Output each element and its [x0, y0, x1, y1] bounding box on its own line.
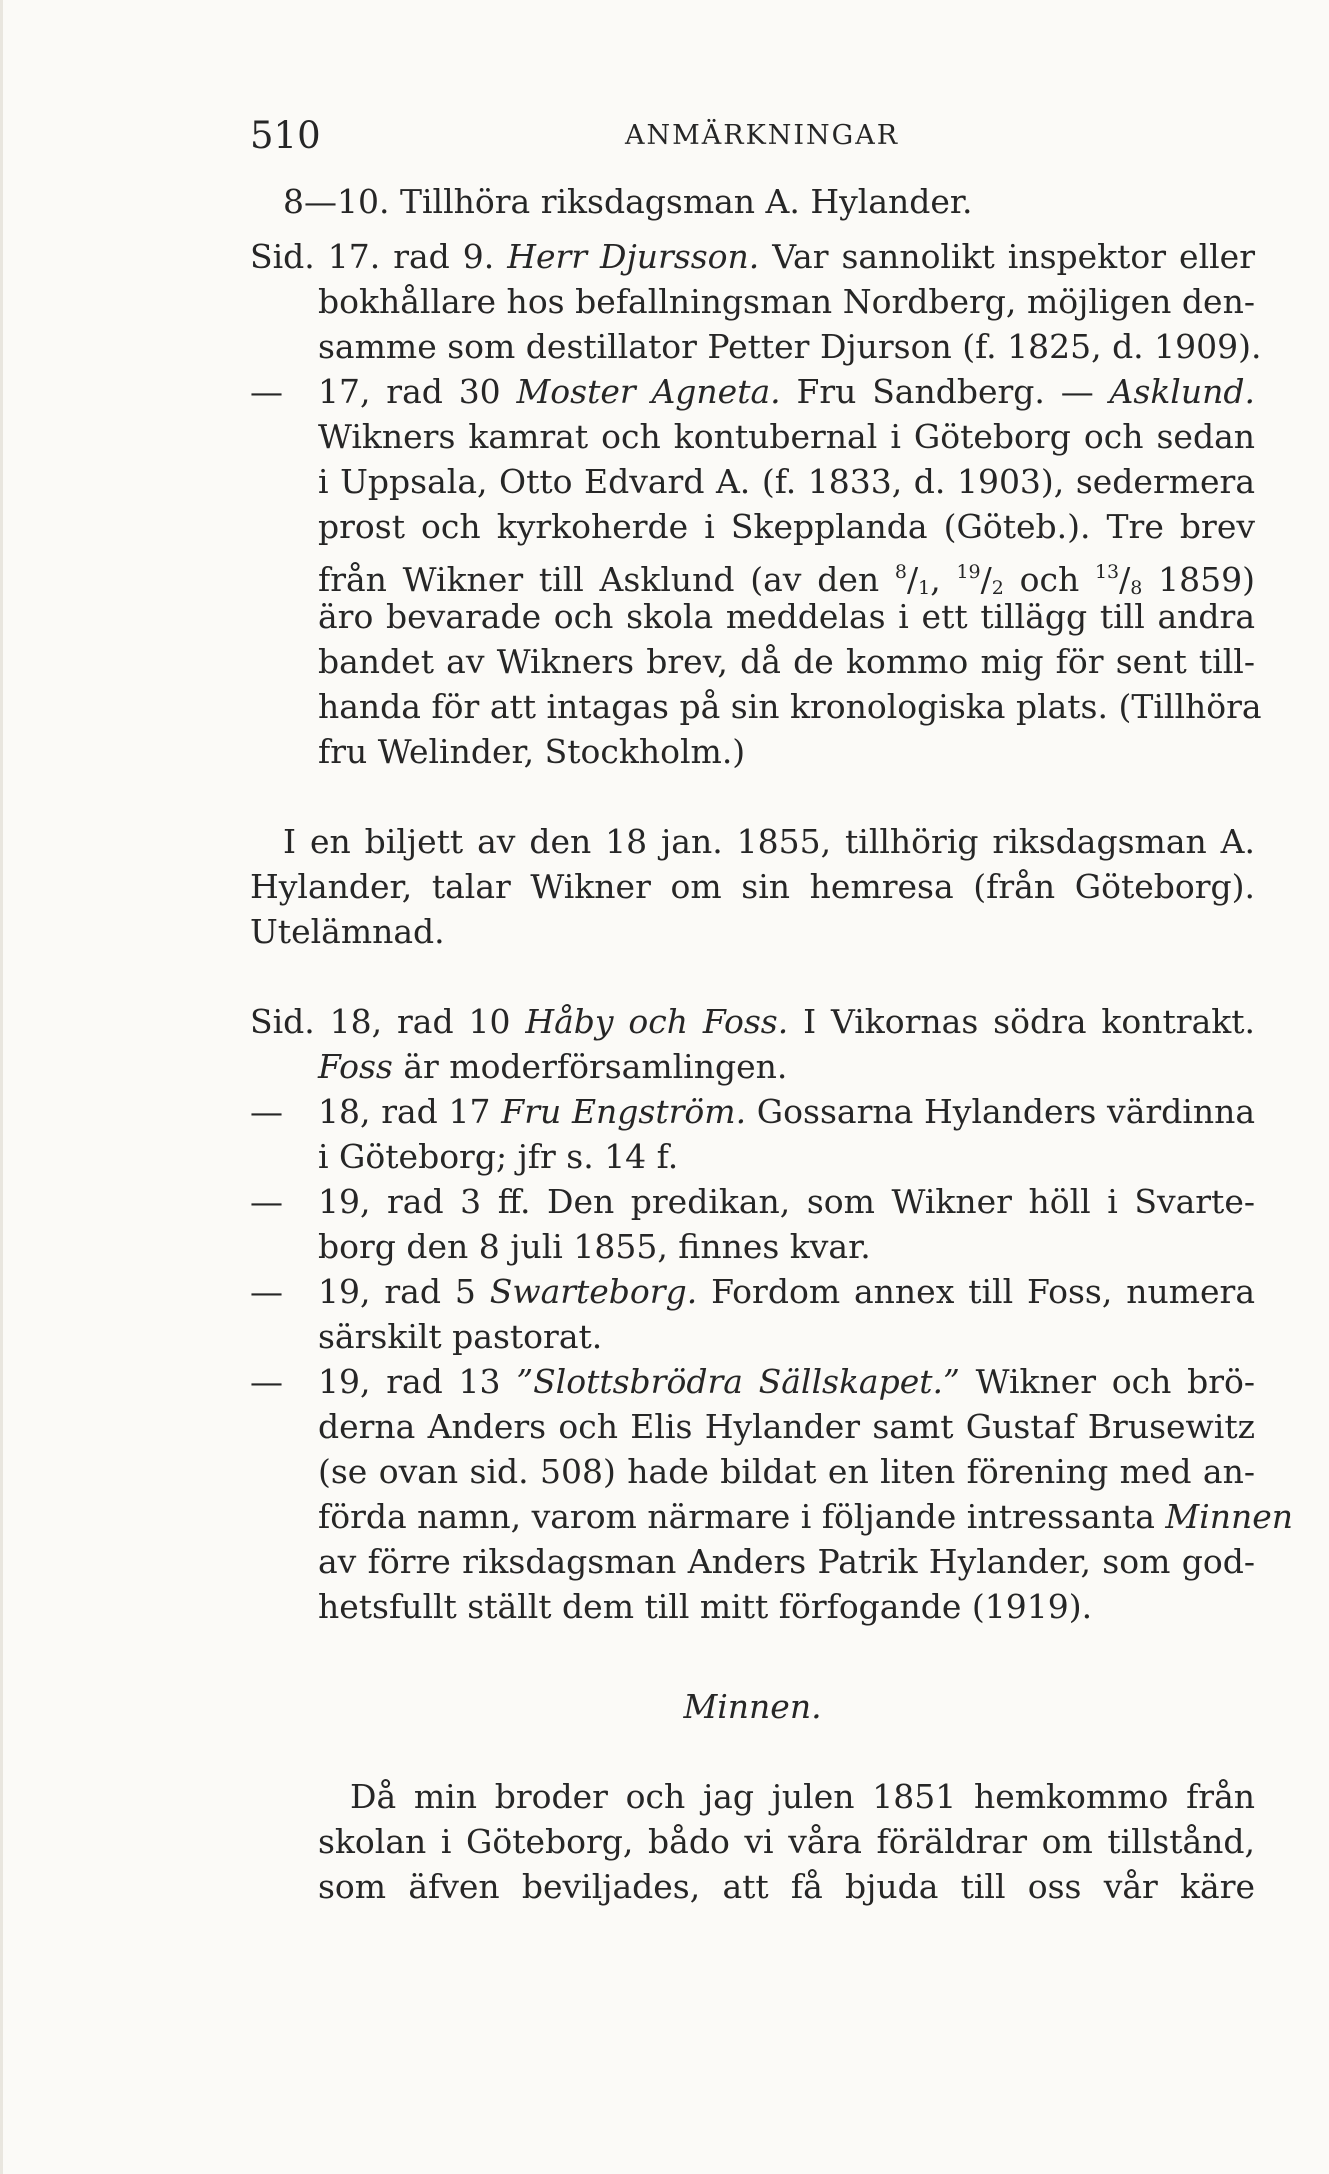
page-edge-shadow [0, 0, 3, 2174]
page-number: 510 [250, 114, 321, 157]
ditto-dash: — [250, 1272, 283, 1311]
note-line: Wikners kamrat och kontubernal i Göteborg och sedan [318, 417, 1255, 456]
ditto-dash: — [250, 1362, 283, 1401]
note-line: av förre riksdagsman Anders Patrik Hylander, som god- [318, 1542, 1255, 1581]
note-line: prost och kyrkoherde i Skepplanda (Göteb.). Tre brev [318, 507, 1255, 546]
note-line: i Göteborg; jfr s. 14 f. [318, 1137, 679, 1176]
paragraph-line: som äfven beviljades, att få bjuda till oss vår käre [318, 1867, 1255, 1906]
note-line: särskilt pastorat. [318, 1317, 603, 1356]
note-line: handa för att intagas på sin kronologiska plats. (Tillhöra [318, 687, 1262, 726]
note-line: fru Welinder, Stockholm.) [318, 732, 746, 771]
note-line: derna Anders och Elis Hylander samt Gustaf Brusewitz [318, 1407, 1255, 1446]
note-line: i Uppsala, Otto Edvard A. (f. 1833, d. 1903), sedermera [318, 462, 1255, 501]
note-line: — 19, rad 5 Swarteborg. Fordom annex till Foss, numera [250, 1269, 1255, 1315]
note-line: förda namn, varom närmare i följande intressanta Minnen [318, 1497, 1294, 1536]
paragraph-line: Utelämnad. [250, 912, 445, 951]
note-line: samme som destillator Petter Djurson (f. 1825, d. 1909). [318, 327, 1262, 366]
note-line: Foss är moderförsamlingen. [318, 1047, 788, 1086]
note-line: från Wikner till Asklund (av den $^8$/1, $^{19}$/2 och $^{13}$/8 1859) [318, 560, 1255, 599]
note-line: — 17, rad 30 Moster Agneta. Fru Sandberg. — Asklund. [250, 369, 1255, 415]
paragraph-line: I en biljett av den 18 jan. 1855, tillhörig riksdagsman A. [283, 822, 1255, 861]
note-line: äro bevarade och skola meddelas i ett tillägg till andra [318, 597, 1255, 636]
paragraph-line: Då min broder och jag julen 1851 hemkommo från [350, 1777, 1255, 1816]
note-line: — 19, rad 3 ff. Den predikan, som Wikner höll i Svarte- [250, 1179, 1255, 1225]
note-line: Sid. 17. rad 9. Herr Djursson. Var sannolikt inspektor eller [250, 237, 1255, 276]
note-line: borg den 8 juli 1855, finnes kvar. [318, 1227, 871, 1266]
ditto-dash: — [250, 1182, 283, 1221]
note-line: hetsfullt ställt dem till mitt förfogande (1919). [318, 1587, 1093, 1626]
paragraph-line: skolan i Göteborg, bådo vi våra föräldrar om tillstånd, [318, 1822, 1255, 1861]
note-line: — 19, rad 13 ”Slottsbrödra Sällskapet.” Wikner och brö- [250, 1359, 1255, 1405]
page-header [250, 112, 1260, 160]
ditto-dash: — [250, 1092, 283, 1131]
note-line: bokhållare hos befallningsman Nordberg, möjligen den- [318, 282, 1255, 321]
running-head: ANMÄRKNINGAR [625, 120, 900, 151]
note-line: — 18, rad 17 Fru Engström. Gossarna Hylanders värdinna [250, 1089, 1255, 1135]
section-heading: Minnen. [683, 1687, 822, 1726]
note-line: (se ovan sid. 508) hade bildat en liten förening med an- [318, 1452, 1255, 1491]
paragraph-line: Hylander, talar Wikner om sin hemresa (från Göteborg). [250, 867, 1255, 906]
ditto-dash: — [250, 372, 283, 411]
note-line: 8—10. Tillhöra riksdagsman A. Hylander. [283, 182, 973, 221]
note-line: Sid. 18, rad 10 Håby och Foss. I Vikornas södra kontrakt. [250, 1002, 1255, 1041]
note-line: bandet av Wikners brev, då de kommo mig för sent till- [318, 642, 1255, 681]
